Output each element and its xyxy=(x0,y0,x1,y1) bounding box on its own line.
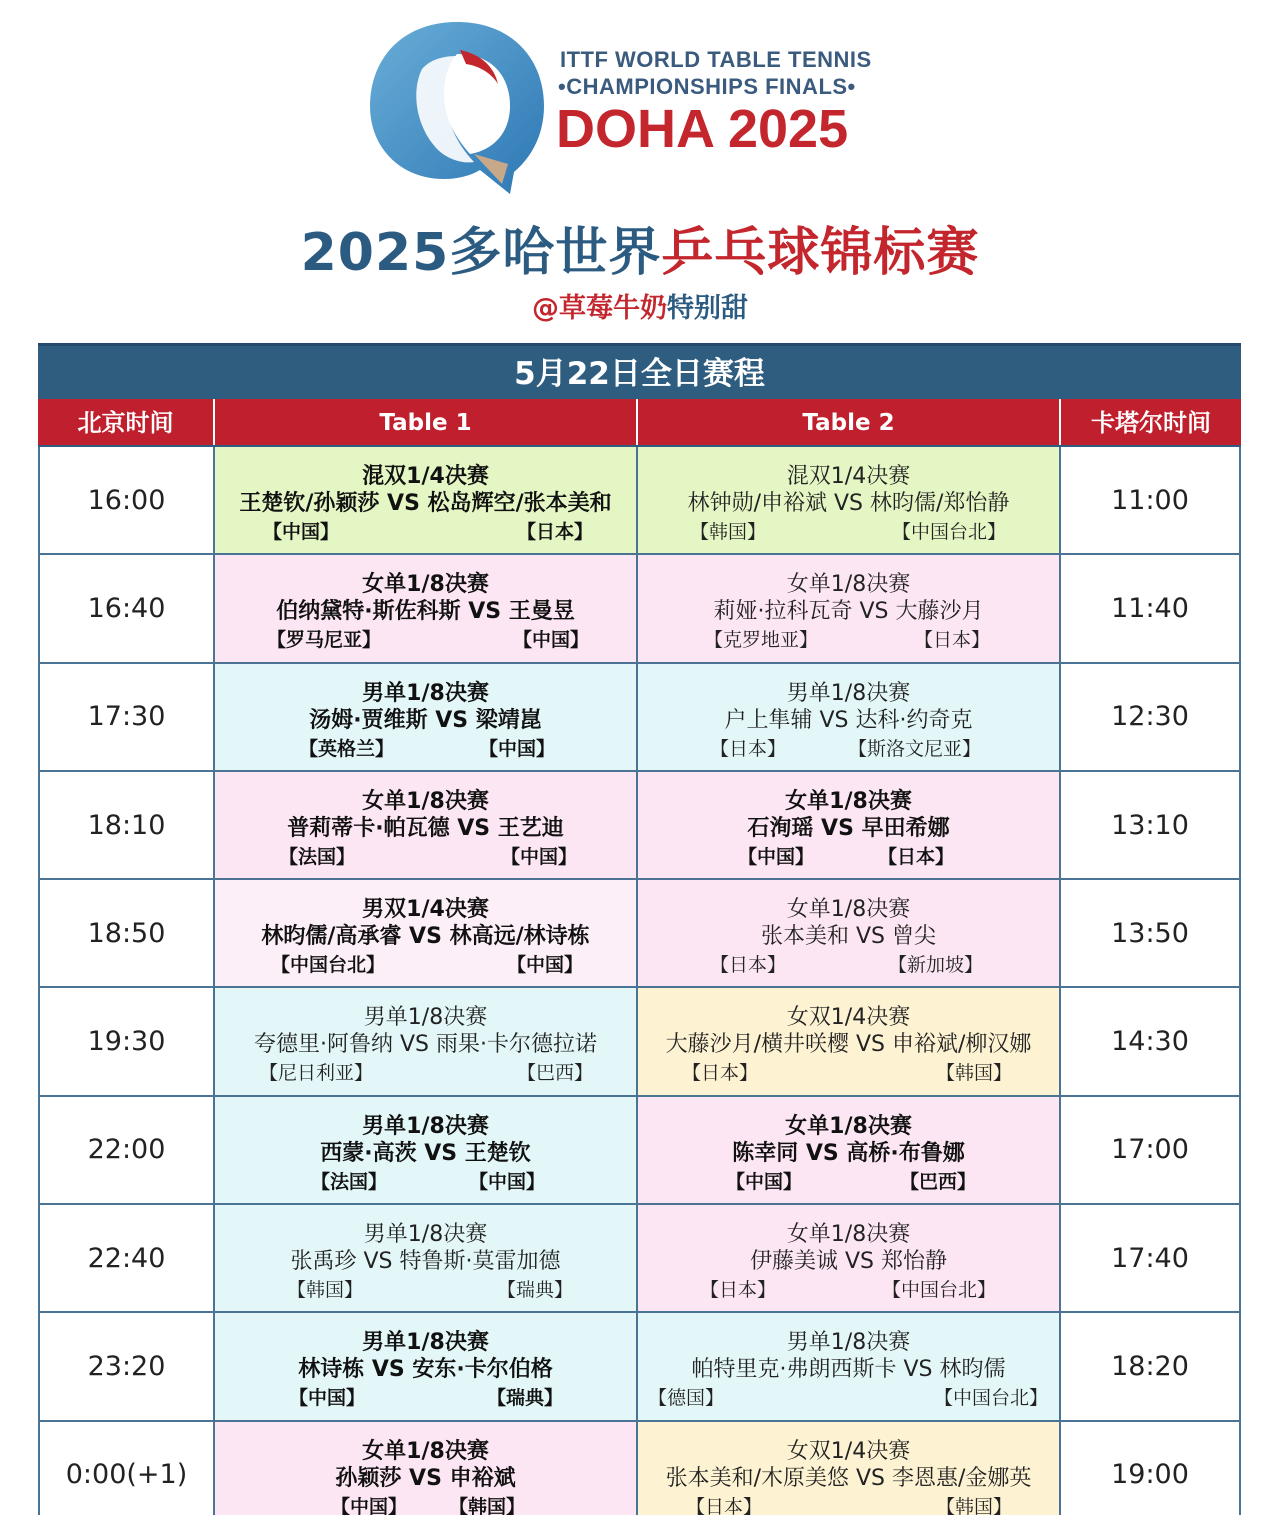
qatar-time: 17:00 xyxy=(1061,1097,1241,1203)
country-left: 【中国】 xyxy=(331,1495,408,1515)
country-left: 【中国】 xyxy=(289,1387,366,1410)
match-stage: 男单1/8决赛 xyxy=(786,680,911,706)
match-stage: 女单1/8决赛 xyxy=(786,572,911,598)
table-2-match xyxy=(638,1313,1061,1419)
country-right: 【韩国】 xyxy=(936,1062,1013,1085)
qatar-time: 11:40 xyxy=(1061,555,1241,661)
match-stage: 女双1/4决赛 xyxy=(786,1005,911,1031)
match-stage: 男单1/8决赛 xyxy=(362,680,489,706)
table-1-match xyxy=(215,1205,638,1311)
match-stage: 男单1/8决赛 xyxy=(363,1005,488,1031)
table-1-match xyxy=(215,664,638,770)
qatar-time: 12:30 xyxy=(1061,664,1241,770)
author-handle xyxy=(0,286,1280,325)
country-right: 【新加坡】 xyxy=(888,954,984,977)
match-players: 张本美和 VS 曾尖 xyxy=(760,924,936,950)
author-part-blue: 特别甜 xyxy=(667,293,748,324)
country-left: 【克罗地亚】 xyxy=(704,629,819,652)
country-right: 【日本】 xyxy=(878,845,955,868)
table-2-match xyxy=(638,988,1061,1094)
table-row xyxy=(38,664,1241,772)
country-right: 【瑞典】 xyxy=(497,1279,574,1302)
match-stage: 女单1/8决赛 xyxy=(785,1113,912,1139)
table-1-match xyxy=(215,447,638,553)
author-part-red: @草莓牛奶 xyxy=(532,293,667,324)
match-stage: 女单1/8决赛 xyxy=(362,1438,489,1464)
country-right: 【日本】 xyxy=(517,521,594,543)
country-right: 【中国台北】 xyxy=(892,521,1007,543)
table-2-match xyxy=(638,1205,1061,1311)
country-right: 【中国】 xyxy=(479,737,556,760)
beijing-time: 19:30 xyxy=(38,988,215,1094)
match-players: 王楚钦/孙颖莎 VS 松岛辉空/张本美和 xyxy=(239,491,612,516)
table-2-match xyxy=(638,772,1061,878)
match-stage: 男单1/8决赛 xyxy=(786,1330,911,1356)
match-stage: 男单1/8决赛 xyxy=(362,1330,489,1356)
match-stage: 男单1/8决赛 xyxy=(362,1113,489,1139)
match-players: 夸德里·阿鲁纳 VS 雨果·卡尔德拉诺 xyxy=(254,1032,597,1058)
qatar-time: 13:10 xyxy=(1061,772,1241,878)
beijing-time: 16:00 xyxy=(38,447,215,553)
table-2-match xyxy=(638,555,1061,661)
country-right: 【巴西】 xyxy=(900,1170,977,1193)
match-players: 莉娅·拉科瓦奇 VS 大藤沙月 xyxy=(713,599,984,625)
table-2-match xyxy=(638,1097,1061,1203)
table-1-match xyxy=(215,1313,638,1419)
header-table-2: Table 2 xyxy=(638,399,1061,445)
doha-q-logo-icon xyxy=(362,14,547,194)
country-left: 【法国】 xyxy=(279,845,356,868)
match-players: 张禹珍 VS 特鲁斯·莫雷加德 xyxy=(290,1249,561,1275)
match-players: 林诗栋 VS 安东·卡尔伯格 xyxy=(298,1357,553,1383)
table-1-match xyxy=(215,880,638,986)
country-left: 【中国】 xyxy=(263,521,340,543)
table-1-match xyxy=(215,1422,638,1515)
match-players: 伊藤美诚 VS 郑怡静 xyxy=(749,1249,947,1275)
beijing-time: 23:20 xyxy=(38,1313,215,1419)
match-stage: 女双1/4决赛 xyxy=(786,1438,911,1464)
country-left: 【中国】 xyxy=(738,845,815,868)
match-stage: 女单1/8决赛 xyxy=(785,788,912,814)
match-players: 西蒙·高茨 VS 王楚钦 xyxy=(320,1140,531,1166)
country-right: 【日本】 xyxy=(914,629,991,652)
header-table-1: Table 1 xyxy=(215,399,638,445)
qatar-time: 19:00 xyxy=(1061,1422,1241,1515)
country-right: 【中国】 xyxy=(469,1170,546,1193)
country-right: 【中国台北】 xyxy=(882,1279,997,1302)
country-right: 【中国】 xyxy=(513,629,590,652)
country-left: 【日本】 xyxy=(710,954,787,977)
table-row xyxy=(38,988,1241,1096)
country-left: 【韩国】 xyxy=(287,1279,364,1302)
country-right: 【中国】 xyxy=(507,954,584,977)
beijing-time: 17:30 xyxy=(38,664,215,770)
table-row xyxy=(38,447,1241,555)
match-players: 林钟勋/申裕斌 VS 林昀儒/郑怡静 xyxy=(687,491,1010,516)
table-row xyxy=(38,555,1241,663)
match-players: 汤姆·贾维斯 VS 梁靖崑 xyxy=(309,707,542,733)
table-2-match xyxy=(638,664,1061,770)
table-2-match xyxy=(638,1422,1061,1515)
beijing-time: 18:10 xyxy=(38,772,215,878)
country-right: 【斯洛文尼亚】 xyxy=(848,737,982,760)
table-1-match xyxy=(215,555,638,661)
qatar-time: 14:30 xyxy=(1061,988,1241,1094)
match-players: 伯纳黛特·斯佐科斯 VS 王曼昱 xyxy=(276,599,575,625)
title-part-blue: 2025多哈世界 xyxy=(300,223,662,283)
country-left: 【法国】 xyxy=(311,1170,388,1193)
table-header-row xyxy=(38,399,1241,447)
match-players: 张本美和/木原美悠 VS 李恩惠/金娜英 xyxy=(665,1465,1032,1491)
country-right: 【瑞典】 xyxy=(487,1387,564,1410)
logo-line-1: ITTF WORLD TABLE TENNIS xyxy=(560,47,872,72)
qatar-time: 11:00 xyxy=(1061,447,1241,553)
country-left: 【罗马尼亚】 xyxy=(267,629,382,652)
title-part-red: 乒乓球锦标赛 xyxy=(661,223,980,283)
header-beijing-time: 北京时间 xyxy=(38,399,215,445)
country-right: 【中国】 xyxy=(501,845,578,868)
logo-line-3: DOHA 2025 xyxy=(556,99,849,159)
header-qatar-time: 卡塔尔时间 xyxy=(1061,399,1241,445)
table-row xyxy=(38,1205,1241,1313)
match-stage: 混双1/4决赛 xyxy=(786,464,911,489)
beijing-time: 18:50 xyxy=(38,880,215,986)
match-stage: 男单1/8决赛 xyxy=(363,1222,488,1248)
match-stage: 女单1/8决赛 xyxy=(786,1222,911,1248)
match-stage: 男双1/4决赛 xyxy=(362,897,489,923)
country-left: 【日本】 xyxy=(700,1279,777,1302)
country-left: 【中国台北】 xyxy=(271,954,386,977)
country-left: 【英格兰】 xyxy=(299,737,395,760)
table-row xyxy=(38,772,1241,880)
match-stage: 混双1/4决赛 xyxy=(362,464,489,489)
table-row xyxy=(38,1313,1241,1421)
match-stage: 女单1/8决赛 xyxy=(362,788,489,814)
logo-line-2: •CHAMPIONSHIPS FINALS• xyxy=(558,74,856,99)
table-1-match xyxy=(215,1097,638,1203)
table-1-match xyxy=(215,772,638,878)
country-left: 【德国】 xyxy=(648,1387,725,1410)
schedule-banner: 5月22日全日赛程 xyxy=(38,343,1241,399)
country-left: 【日本】 xyxy=(682,1062,759,1085)
match-players: 石洵瑶 VS 早田希娜 xyxy=(747,815,950,841)
match-players: 帕特里克·弗朗西斯卡 VS 林昀儒 xyxy=(691,1357,1006,1383)
table-row xyxy=(38,1422,1241,1515)
table-1-match xyxy=(215,988,638,1094)
beijing-time: 22:40 xyxy=(38,1205,215,1311)
beijing-time: 16:40 xyxy=(38,555,215,661)
table-2-match xyxy=(638,447,1061,553)
country-left: 【韩国】 xyxy=(690,521,767,543)
match-players: 户上隼辅 VS 达科·约奇克 xyxy=(724,707,973,733)
match-players: 陈幸同 VS 高桥·布鲁娜 xyxy=(732,1140,965,1166)
country-right: 【韩国】 xyxy=(936,1495,1013,1515)
beijing-time: 0:00(+1) xyxy=(38,1422,215,1515)
country-left: 【中国】 xyxy=(726,1170,803,1193)
match-stage: 女单1/8决赛 xyxy=(786,897,911,923)
match-stage: 女单1/8决赛 xyxy=(362,572,489,598)
match-players: 普莉蒂卡·帕瓦德 VS 王艺迪 xyxy=(287,815,564,841)
country-right: 【中国台北】 xyxy=(934,1387,1049,1410)
match-players: 孙颖莎 VS 申裕斌 xyxy=(335,1465,516,1491)
match-players: 林昀儒/高承睿 VS 林高远/林诗栋 xyxy=(261,924,590,950)
table-row xyxy=(38,1097,1241,1205)
qatar-time: 18:20 xyxy=(1061,1313,1241,1419)
event-logo xyxy=(0,0,1280,195)
table-row xyxy=(38,880,1241,988)
beijing-time: 22:00 xyxy=(38,1097,215,1203)
country-right: 【韩国】 xyxy=(449,1495,526,1515)
qatar-time: 13:50 xyxy=(1061,880,1241,986)
qatar-time: 17:40 xyxy=(1061,1205,1241,1311)
country-left: 【日本】 xyxy=(710,737,787,760)
country-left: 【日本】 xyxy=(686,1495,763,1515)
country-right: 【巴西】 xyxy=(517,1062,594,1085)
match-players: 大藤沙月/横井咲樱 VS 申裕斌/柳汉娜 xyxy=(665,1032,1032,1058)
table-2-match xyxy=(638,880,1061,986)
page-title xyxy=(0,210,1280,285)
country-left: 【尼日利亚】 xyxy=(259,1062,374,1085)
schedule-table xyxy=(38,343,1241,1515)
